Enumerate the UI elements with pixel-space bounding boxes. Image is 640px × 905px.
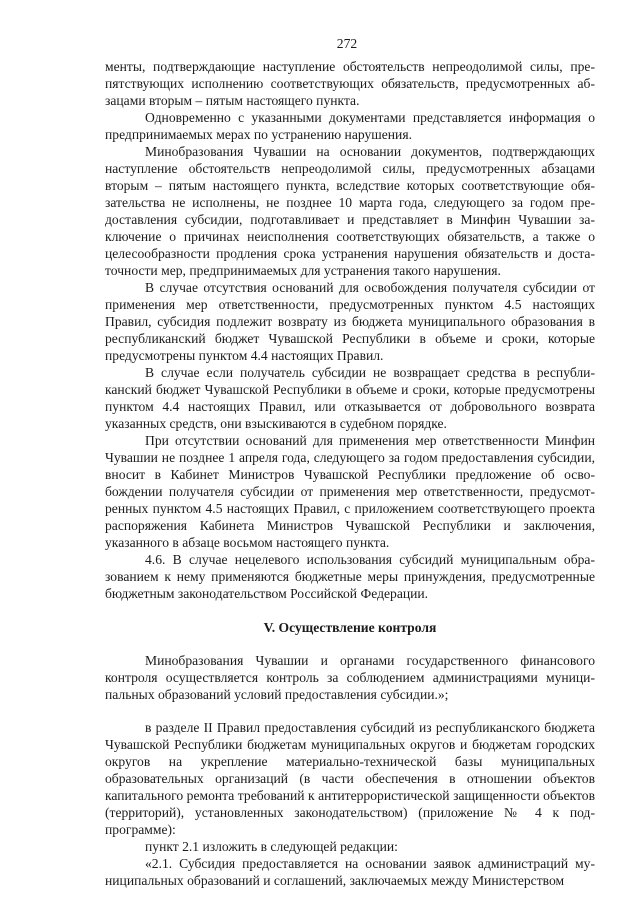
paragraph: в разделе II Правил предоставления субсидий из республиканского бюджета Чувашской Республики бюджетам муниципальных округов и бюджетам городских округов на укрепление материально-технической базы муниципальных образовательных организаций (в части обеспечения в отношении объектов капитального ремонта требований к антитеррористической защищенности объектов (территорий), установленных законодательством) (приложение № 4 к подпрограмме): [105,720,595,837]
paragraph: Одновременно с указанными документами представляется информация о предпринимаемых мерах по устранению нарушения. [105,110,595,142]
paragraph-control: Минобразования Чувашии и органами государственного финансового контроля осуществляется контроль за соблюдением администрациями муниципальных образований условий предоставления субсидии.»; [105,653,595,702]
paragraph: В случае если получатель субсидии не возвращает средства в республиканский бюджет Чувашской Республики в объеме и сроки, которые предусмотрены пунктом 4.4 настоящих Правил, или отказывается от добровольного возврата указанных средств, они взыскиваются в судебном порядке. [105,365,595,431]
page-number: 272 [336,36,358,51]
section-heading: V. Осуществление контроля [263,620,437,635]
body-text-top [105,58,595,602]
paragraph: При отсутствии оснований для применения мер ответственности Минфин Чувашии не позднее 1 апреля года, следующего за годом предоставления субсидии, вносит в Кабинет Министров Чувашской Республики предложение об освобождении получателя субсидии от применения мер ответственности, предусмотренных пунктом 4.5 настоящих Правил, с приложением соответствующего проекта распоряжения Кабинета Министров Чувашской Республики и заключения, указанного в абзаце восьмом настоящего пункта. [105,433,595,550]
paragraph: «2.1. Субсидия предоставляется на основании заявок администраций муниципальных образований и соглашений, заключаемых между Министерством [105,856,595,888]
paragraph: менты, подтверждающие наступление обстоятельств непреодолимой силы, препятствующих исполнению соответствующих обязательств, предусмотренных абзацами вторым – пятым настоящего пункта. [105,59,595,108]
paragraph: В случае отсутствия оснований для освобождения получателя субсидии от применения мер ответственности, предусмотренных пунктом 4.5 настоящих Правил, субсидия подлежит возврату из бюджета муниципального образования в республиканский бюджет Чувашской Республики в объеме и сроки, которые предусмотрены пунктом 4.4 настоящих Правил. [105,280,595,363]
body-text-bottom [105,719,595,889]
paragraph: 4.6. В случае нецелевого использования субсидий муниципальным образованием к нему применяются бюджетные меры принуждения, предусмотренные бюджетным законодательством Российской Федерации. [105,552,595,601]
paragraph: пункт 2.1 изложить в следующей редакции: [145,839,398,854]
paragraph: Минобразования Чувашии на основании документов, подтверждающих наступление обстоятельств непреодолимой силы, предусмотренных абзацами вторым – пятым настоящего пункта, вследствие которых соответствующие обязательства не исполнены, не позднее 10 марта года, следующего за годом предоставления субсидии, подготавливает и представляет в Минфин Чувашии заключение о причинах неисполнения соответствующих обязательств, а также о целесообразности продления срока устранения нарушения обязательств и достаточности мер, предпринимаемых для устранения такого нарушения. [105,144,595,278]
document-page [105,34,595,889]
